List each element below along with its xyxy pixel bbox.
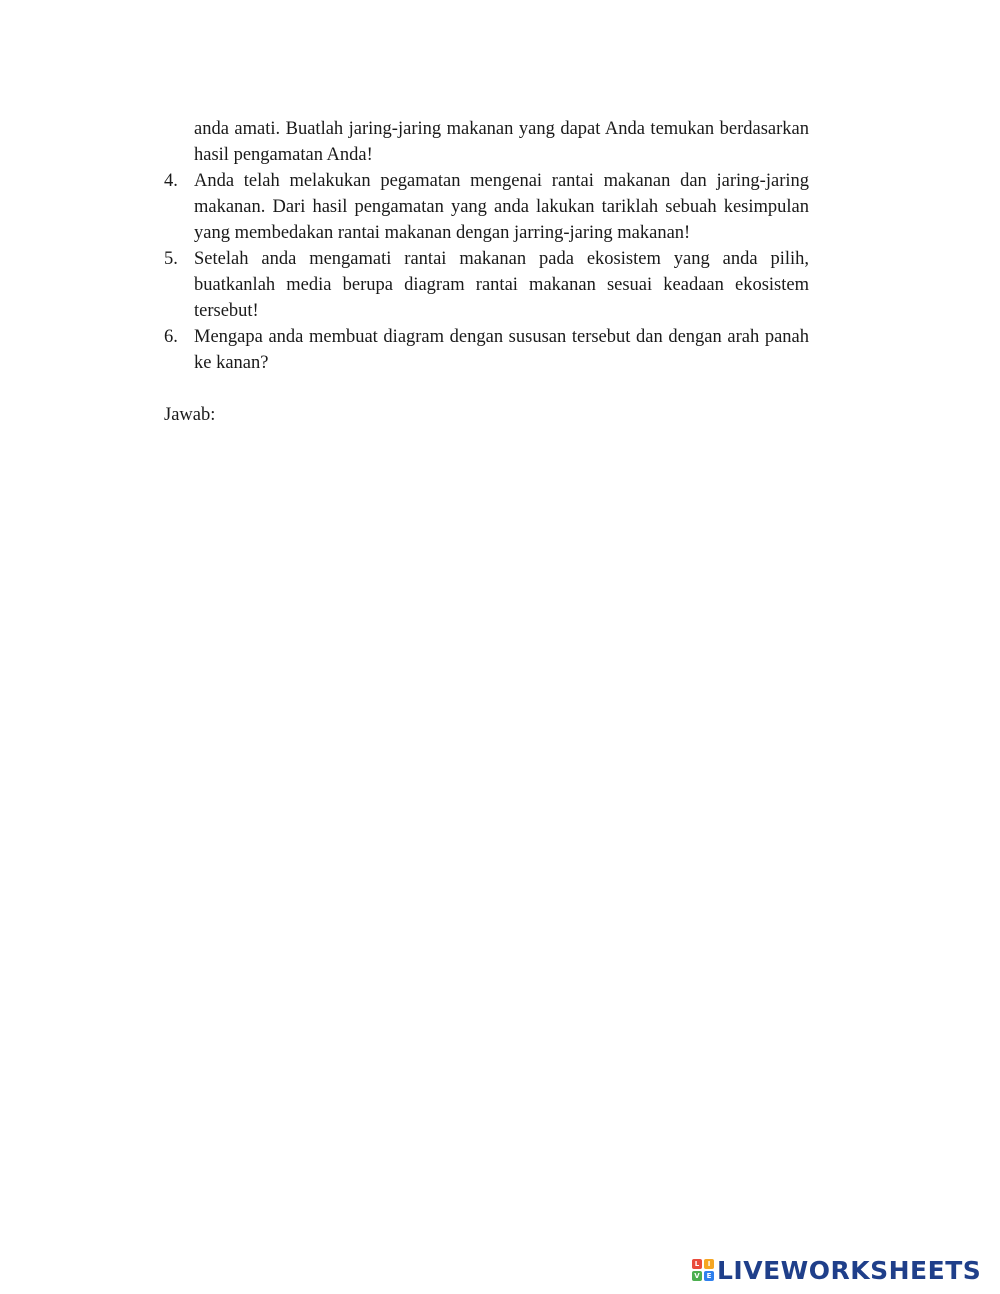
logo-text: LIVEWORKSHEETS	[717, 1255, 982, 1285]
question-item-6	[164, 324, 809, 376]
logo-mark-cell: L	[692, 1259, 702, 1269]
answer-label: Jawab:	[164, 405, 216, 425]
question-item-5	[164, 246, 809, 324]
question-3-continuation: anda amati. Buatlah jaring-jaring makanan yang dapat Anda temukan berdasarkan hasil pengamatan Anda!	[194, 119, 809, 165]
question-text: Anda telah melakukan pegamatan mengenai rantai makanan dan jaring-jaring makanan. Dari hasil pengamatan yang anda lakukan tariklah sebuah kesimpulan yang membedakan rantai makanan dengan jarring-jaring makanan!	[194, 171, 809, 243]
logo-mark-cell: E	[704, 1271, 714, 1281]
worksheet-page	[164, 116, 809, 428]
liveworksheets-logo	[692, 1256, 981, 1284]
question-number: 4.	[164, 171, 178, 191]
question-number: 6.	[164, 327, 178, 347]
logo-mark-cell: V	[692, 1271, 702, 1281]
question-text: Setelah anda mengamati rantai makanan pada ekosistem yang anda pilih, buatkanlah media berupa diagram rantai makanan sesuai keadaan ekosistem tersebut!	[194, 249, 809, 321]
question-number: 5.	[164, 249, 178, 269]
question-item-4	[164, 168, 809, 246]
question-text: Mengapa anda membuat diagram dengan sususan tersebut dan dengan arah panah ke kanan?	[194, 327, 809, 373]
logo-mark-icon	[692, 1259, 714, 1281]
logo-mark-cell: I	[704, 1259, 714, 1269]
